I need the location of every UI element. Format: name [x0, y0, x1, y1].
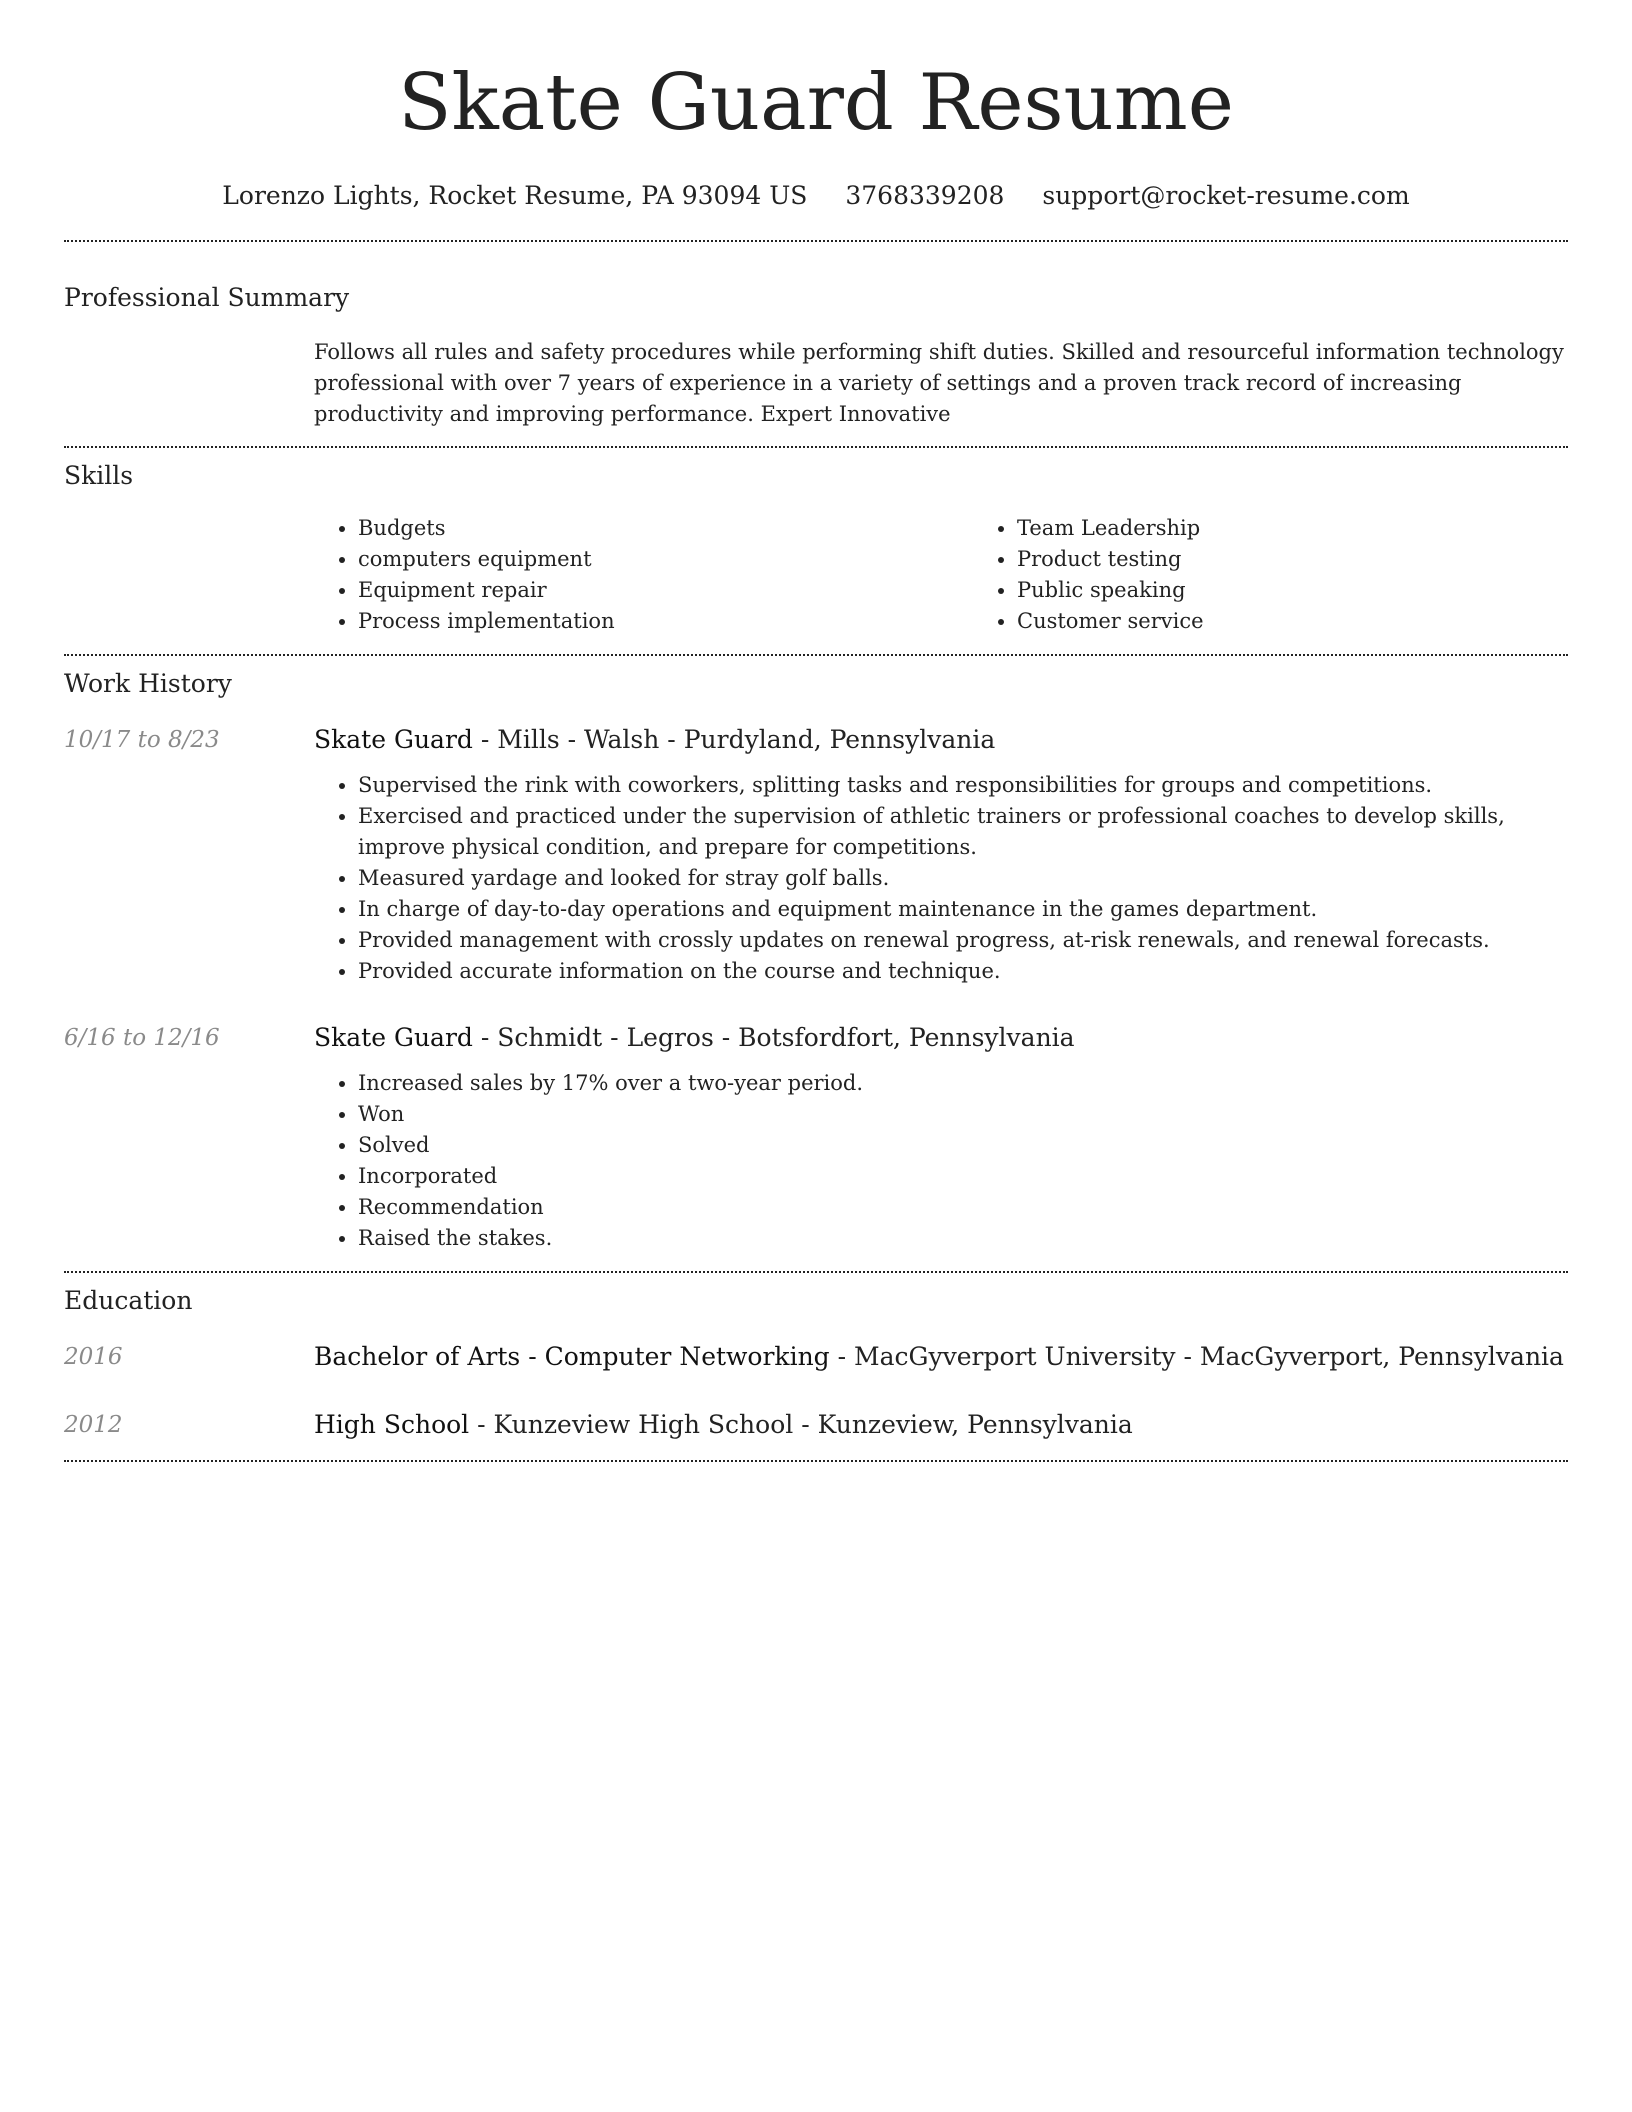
job-entry	[64, 723, 1568, 987]
summary-left-spacer	[64, 337, 314, 430]
contact-address: Lorenzo Lights, Rocket Resume, PA 93094 US	[222, 181, 808, 210]
education-heading: Education	[64, 1286, 193, 1315]
education-body	[314, 1408, 1568, 1442]
skills-row	[64, 513, 1568, 637]
job-bullet: • In charge of day-to-day operations and equipment maintenance in the games department.	[358, 894, 1568, 925]
education-year: 2012	[64, 1412, 123, 1438]
summary-text: Follows all rules and safety procedures while performing shift duties. Skilled and resourceful information technology professional with over 7 years of experience in a variety of settings and a proven track record of increasing productivity and improving performance. Expert Innovative	[314, 340, 1564, 426]
work-heading: Work History	[64, 669, 232, 698]
job-title	[314, 723, 1568, 757]
skill-item: • Process implementation	[358, 606, 973, 637]
job-bullet: • Provided accurate information on the course and technique.	[358, 956, 1568, 987]
contact-phone: 3768339208	[845, 181, 1005, 210]
skills-heading: Skills	[64, 461, 134, 490]
job-body	[314, 723, 1568, 987]
job-details: - Schmidt - Legros - Botsfordfort, Pennsylvania	[472, 1023, 1075, 1052]
divider	[64, 240, 1568, 242]
divider	[64, 446, 1568, 448]
divider	[64, 1271, 1568, 1273]
skill-item: • Equipment repair	[358, 575, 973, 606]
skill-item: • Product testing	[1017, 544, 1632, 575]
job-dates: 10/17 to 8/23	[64, 727, 220, 753]
job-dates: 6/16 to 12/16	[64, 1025, 220, 1051]
education-entry	[64, 1340, 1568, 1374]
education-body	[314, 1340, 1568, 1374]
job-bullet: • Solved	[358, 1130, 1568, 1161]
summary-heading: Professional Summary	[64, 283, 350, 312]
education-degree: Bachelor of Arts - Computer Networking	[314, 1342, 830, 1371]
education-details: - Kunzeview High School - Kunzeview, Pennsylvania	[469, 1410, 1133, 1439]
job-bullets	[314, 1068, 1568, 1254]
job-bullet: • Increased sales by 17% over a two-year period.	[358, 1068, 1568, 1099]
skill-item: • Public speaking	[1017, 575, 1632, 606]
education-degree: High School	[314, 1410, 470, 1439]
job-bullet: • Measured yardage and looked for stray golf balls.	[358, 863, 1568, 894]
contact-line	[64, 178, 1568, 214]
education-year: 2016	[64, 1344, 123, 1370]
job-details: - Mills - Walsh - Purdyland, Pennsylvania	[472, 725, 996, 754]
skills-lists	[314, 513, 1632, 637]
job-bullets	[314, 770, 1568, 987]
summary-row	[64, 337, 1568, 430]
job-role: Skate Guard	[314, 725, 473, 754]
job-bullet: • Incorporated	[358, 1161, 1568, 1192]
divider	[64, 1460, 1568, 1462]
job-bullet: • Recommendation	[358, 1192, 1568, 1223]
education-details: - MacGyverport University - MacGyverport, Pennsylvania	[829, 1342, 1564, 1371]
resume-page	[64, 0, 1568, 1462]
skill-item: • computers equipment	[358, 544, 973, 575]
job-bullet: • Raised the stakes.	[358, 1223, 1568, 1254]
skills-left-spacer	[64, 513, 314, 637]
skills-list-left	[314, 513, 973, 637]
resume-title: Skate Guard Resume	[398, 58, 1234, 148]
skills-list-right	[973, 513, 1632, 637]
skill-item: • Team Leadership	[1017, 513, 1632, 544]
contact-email: support@rocket-resume.com	[1042, 181, 1410, 210]
job-bullet: • Exercised and practiced under the supervision of athletic trainers or professional coaches to develop skills, improve physical condition, and prepare for competitions.	[358, 801, 1568, 863]
divider	[64, 654, 1568, 656]
skill-item: • Budgets	[358, 513, 973, 544]
job-bullet: • Provided management with crossly updates on renewal progress, at-risk renewals, and renewal forecasts.	[358, 925, 1568, 956]
job-title	[314, 1021, 1568, 1055]
job-bullet: • Supervised the rink with coworkers, splitting tasks and responsibilities for groups and competitions.	[358, 770, 1568, 801]
skill-item: • Customer service	[1017, 606, 1632, 637]
job-role: Skate Guard	[314, 1023, 473, 1052]
education-entry	[64, 1408, 1568, 1442]
job-body	[314, 1021, 1568, 1254]
job-entry	[64, 1021, 1568, 1254]
job-bullet: • Won	[358, 1099, 1568, 1130]
